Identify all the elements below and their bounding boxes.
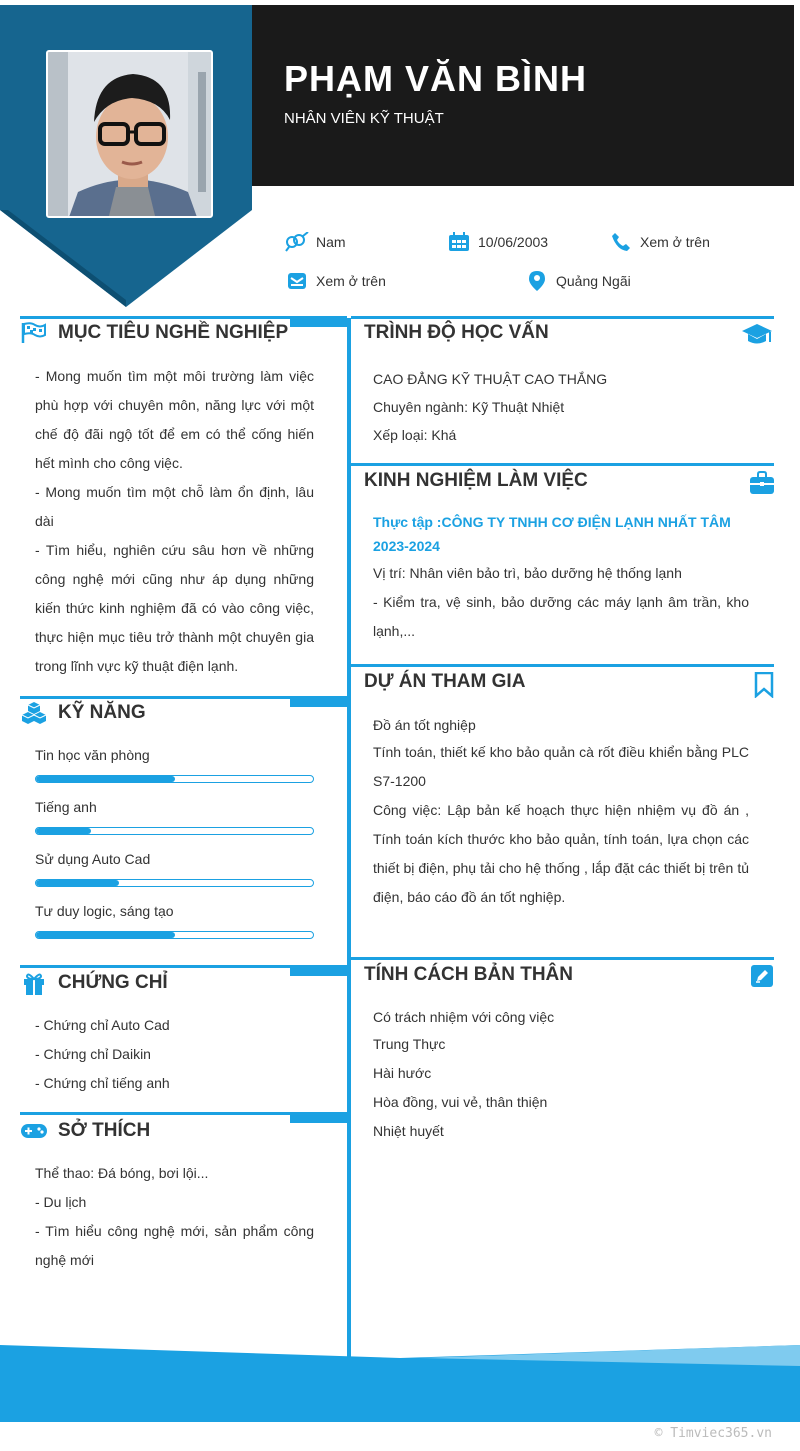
contact-gender (284, 231, 346, 253)
skill-name: Tư duy logic, sáng tạo (35, 903, 174, 919)
hobbies-tab (290, 1115, 347, 1123)
education-rule (351, 316, 774, 319)
certificates-tab (290, 968, 347, 976)
gender-value: Nam (316, 234, 346, 250)
copyright-text: © Timviec365.vn (654, 1426, 772, 1441)
avatar-illustration (48, 52, 213, 218)
projects-rule (351, 664, 774, 667)
skill-name: Tiếng anh (35, 799, 97, 815)
skill-bar (35, 931, 314, 939)
projects-title (364, 671, 525, 693)
calendar-icon (446, 231, 472, 253)
skill-bar (35, 879, 314, 887)
address-value: Quảng Ngãi (556, 273, 631, 289)
education-major: Chuyên ngành: Kỹ Thuật Nhiệt (373, 399, 565, 415)
objective-p3: - Tìm hiểu, nghiên cứu sâu hơn về những công nghệ mới cũng như áp dụng những kiến thức kinh nghiệm đã có vào công việc, thực hiện mục tiêu trở thành một chuyên gia trong lĩnh vực kỹ thuật điện lạnh. (35, 542, 314, 674)
gift-icon (20, 970, 48, 996)
gender-icon (284, 231, 310, 253)
hobby-item: Thể thao: Đá bóng, bơi lội... (35, 1165, 209, 1181)
phone-value: Xem ở trên (640, 234, 710, 250)
gamepad-icon (20, 1118, 48, 1144)
objective-tab (290, 319, 347, 327)
flag-icon (20, 320, 48, 346)
contact-email (284, 270, 386, 292)
candidate-name: PHẠM VĂN BÌNH (284, 58, 588, 99)
skill-bar (35, 827, 314, 835)
skill-bar-fill (36, 828, 91, 834)
personality-item: Nhiệt huyết (373, 1123, 444, 1139)
hobby-item: - Du lịch (35, 1194, 87, 1210)
experience-details (373, 510, 749, 646)
candidate-title: NHÂN VIÊN KỸ THUẬT (284, 110, 444, 127)
personality-title-text: TÍNH CÁCH BẢN THÂN (364, 964, 573, 985)
certificates-title (20, 970, 168, 996)
objective-p2: - Mong muốn tìm một chỗ làm ổn định, lâu dài (35, 484, 314, 529)
bookmark-icon (754, 672, 774, 703)
certificates-title-text: CHỨNG CHỈ (58, 972, 168, 993)
location-pin-icon (524, 270, 550, 292)
certificates-list (35, 1011, 314, 1098)
skill-bar (35, 775, 314, 783)
personality-item: Hài hước (373, 1065, 432, 1081)
experience-period: 2023-2024 (373, 538, 440, 554)
skill-bar-fill (36, 932, 175, 938)
email-icon (284, 270, 310, 292)
personality-item: Trung Thực (373, 1036, 446, 1052)
project-topic: Tính toán, thiết kế kho bảo quản cà rốt điều khiển bằng PLC S7-1200 (373, 744, 749, 789)
education-title (364, 322, 549, 344)
email-value: Xem ở trên (316, 273, 386, 289)
hobbies-list (35, 1159, 314, 1275)
skills-title-text: KỸ NĂNG (58, 702, 146, 723)
objective-text (35, 362, 314, 681)
education-grade: Xếp loại: Khá (373, 427, 457, 443)
skill-bar-fill (36, 880, 119, 886)
certificate-item: - Chứng chỉ Auto Cad (35, 1017, 170, 1033)
column-divider (347, 318, 351, 1358)
objective-title (20, 320, 288, 346)
experience-title-text: KINH NGHIỆM LÀM VIỆC (364, 470, 588, 491)
briefcase-icon (749, 471, 775, 500)
skill-name: Tin học văn phòng (35, 747, 150, 763)
contact-address (524, 270, 631, 292)
personality-item: Hòa đồng, vui vẻ, thân thiện (373, 1094, 548, 1110)
skill-bar-fill (36, 776, 175, 782)
projects-title-text: DỰ ÁN THAM GIA (364, 671, 526, 692)
phone-icon (608, 231, 634, 253)
experience-position: Vị trí: Nhân viên bảo trì, bảo dưỡng hệ thống lạnh (373, 565, 682, 581)
certificate-item: - Chứng chỉ tiếng anh (35, 1075, 170, 1091)
hobby-item: - Tìm hiểu công nghệ mới, sản phẩm công nghệ mới (35, 1223, 314, 1268)
personality-title (364, 964, 573, 986)
graduation-cap-icon (741, 322, 773, 353)
project-name: Đồ án tốt nghiệp (373, 717, 476, 733)
certificate-item: - Chứng chỉ Daikin (35, 1046, 151, 1062)
profile-photo (46, 50, 213, 218)
personality-list (373, 1004, 554, 1146)
experience-description: - Kiểm tra, vệ sinh, bảo dưỡng các máy lạnh âm trần, kho lạnh,... (373, 594, 749, 639)
projects-details (373, 712, 749, 912)
skill-name: Sử dụng Auto Cad (35, 851, 151, 867)
objective-title-text: MỤC TIÊU NGHỀ NGHIỆP (58, 322, 289, 343)
edit-pencil-icon (751, 965, 773, 992)
skills-tab (290, 699, 347, 707)
hobbies-title-text: SỞ THÍCH (58, 1120, 151, 1141)
project-work: Công việc: Lập bản kế hoạch thực hiện nhiệm vụ đồ án , Tính toán kích thước kho bảo quản, tính toán, lựa chọn các thiết bị điện, phụ tải cho hệ thống , lắp đặt các thiết bị trên tủ điện, báo cáo đồ án tốt nghiệp. (373, 802, 749, 905)
cubes-icon (20, 700, 48, 726)
hobbies-title (20, 1118, 150, 1144)
contact-phone (608, 231, 710, 253)
objective-p1: - Mong muốn tìm một môi trường làm việc phù hợp với chuyên môn, năng lực với một chế độ đãi ngộ tốt để em có thể cống hiến hết mình cho công việc. (35, 368, 314, 471)
experience-company: Thực tập :CÔNG TY TNHH CƠ ĐIỆN LẠNH NHẤT TÂM (373, 514, 731, 530)
experience-rule (351, 463, 774, 466)
education-school: CAO ĐẲNG KỸ THUẬT CAO THẮNG (373, 371, 608, 387)
contact-birthday (446, 231, 548, 253)
personality-rule (351, 957, 774, 960)
footer-wave (0, 1340, 800, 1422)
skills-title (20, 700, 146, 726)
education-title-text: TRÌNH ĐỘ HỌC VẤN (364, 322, 549, 343)
birthday-value: 10/06/2003 (478, 234, 549, 250)
experience-title (364, 470, 588, 492)
personality-item: Có trách nhiệm với công việc (373, 1009, 555, 1025)
education-details (373, 365, 607, 449)
